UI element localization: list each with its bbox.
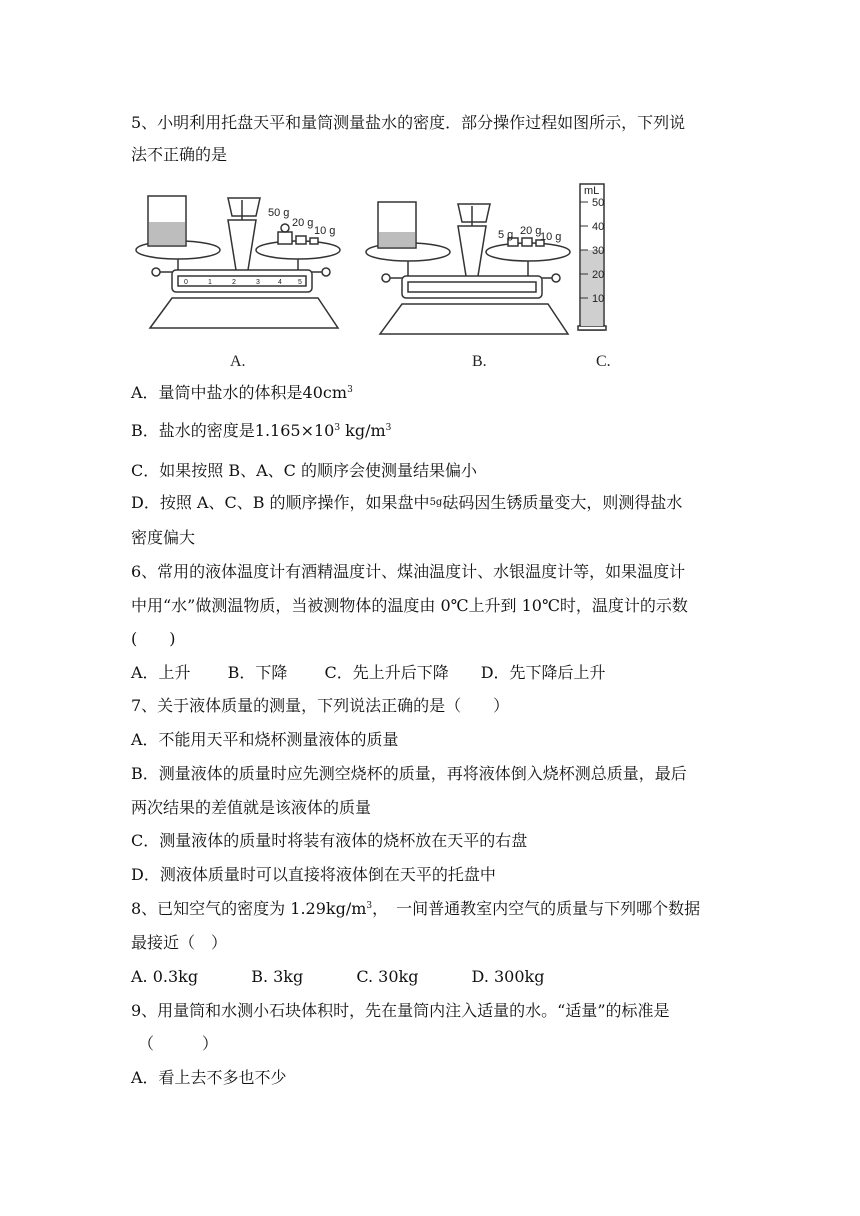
q5-option-b-unit: kg/m [340,421,386,440]
q5-option-a [131,382,353,404]
q5-option-b-sup1: 3 [334,423,341,433]
figure-label-a: A. [230,353,246,370]
cylinder-unit: mL [584,185,600,197]
balance-illustration [128,180,738,370]
figure-label-c: C. [596,353,611,370]
q6-stem-line1: 6、常用的液体温度计有酒精温度计、煤油温度计、水银温度计等，如果温度计 [131,562,686,581]
scale-a-1: 1 [208,279,212,286]
q8-stem-pre: 8、已知空气的密度为 1.29kg/m [131,899,367,918]
q5-option-b-sup2: 3 [385,423,392,433]
cylinder-tick-20: 20 [592,269,605,281]
cylinder-tick-40: 40 [592,221,605,233]
q7-stem: 7、关于液体质量的测量，下列说法正确的是（ ） [131,696,510,715]
scale-a-2: 2 [232,279,236,286]
q6-stem-line3: ( ) [131,629,176,648]
scale-a-4: 4 [278,279,282,286]
q7-option-c: C．测量液体的质量时将装有液体的烧杯放在天平的右盘 [131,831,528,850]
q8-stem-post: ， 一间普通教室内空气的质量与下列哪个数据 [372,899,701,918]
weight-a-1: 50 g [268,207,290,219]
q5-option-d-small: 5g [429,497,443,508]
q9-stem-line2: （ ） [138,1034,219,1053]
q5-stem-line1: 5、小明利用托盘天平和量筒测量盐水的密度．部分操作过程如图所示，下列说 [131,113,686,132]
q6-options: A．上升 B．下降 C．先上升后下降 D．先下降后上升 [131,663,606,682]
q9-stem-line1: 9、用量筒和水测小石块体积时，先在量筒内注入适量的水。“适量”的标准是 [131,1001,670,1020]
scale-a-5: 5 [298,279,302,286]
q7-option-d: D．测液体质量时可以直接将液体倒在天平的托盘中 [131,865,496,884]
q5-option-d [131,492,682,514]
cylinder-tick-10: 10 [592,293,605,305]
scale-a-3: 3 [256,279,260,286]
q5-option-c: C．如果按照 B、A、C 的顺序会使测量结果偏小 [131,461,477,480]
q7-option-a: A．不能用天平和烧杯测量液体的质量 [131,730,399,749]
weight-a-2: 20 g [292,217,314,229]
figure-label-b: B. [472,353,487,370]
q7-option-b-line1: B．测量液体的质量时应先测空烧杯的质量，再将液体倒入烧杯测总质量，最后 [131,764,687,783]
q5-figure [128,180,738,370]
q5-option-b-text: B．盐水的密度是1.165×10 [131,421,335,440]
q5-stem-line2: 法不正确的是 [131,145,228,164]
q5-option-d-line2: 密度偏大 [131,528,196,547]
weight-b-2: 20 g [520,225,542,237]
weight-a-3: 10 g [314,225,336,237]
q8-stem-sup: 3 [366,901,373,911]
weight-b-1: 5 g [498,229,514,241]
cylinder-tick-50: 50 [592,197,605,209]
q5-option-b [131,420,391,442]
q5-option-d-pre: D．按照 A、C、B 的顺序操作，如果盘中 [131,493,430,512]
q5-option-d-post: 砝码因生锈质量变大，则测得盐水 [442,493,683,512]
balance-b [366,202,570,334]
q8-stem-line2: 最接近（ ） [131,933,228,952]
balance-a [136,196,340,328]
q5-option-a-text: A．量筒中盐水的体积是40cm [131,383,348,402]
q9-option-a: A．看上去不多也不少 [131,1068,287,1087]
scale-a-0: 0 [184,279,188,286]
q8-stem [131,898,700,920]
q8-options: A. 0.3kg B. 3kg C. 30kg D. 300kg [131,967,545,986]
q7-option-b-line2: 两次结果的差值就是该液体的质量 [131,798,372,817]
q5-option-a-sup: 3 [347,385,353,395]
cylinder-tick-30: 30 [592,245,605,257]
q6-stem-line2: 中用“水”做测温物质，当被测物体的温度由 0℃上升到 10℃时，温度计的示数 [131,596,688,615]
weight-b-3: 10 g [540,231,562,243]
